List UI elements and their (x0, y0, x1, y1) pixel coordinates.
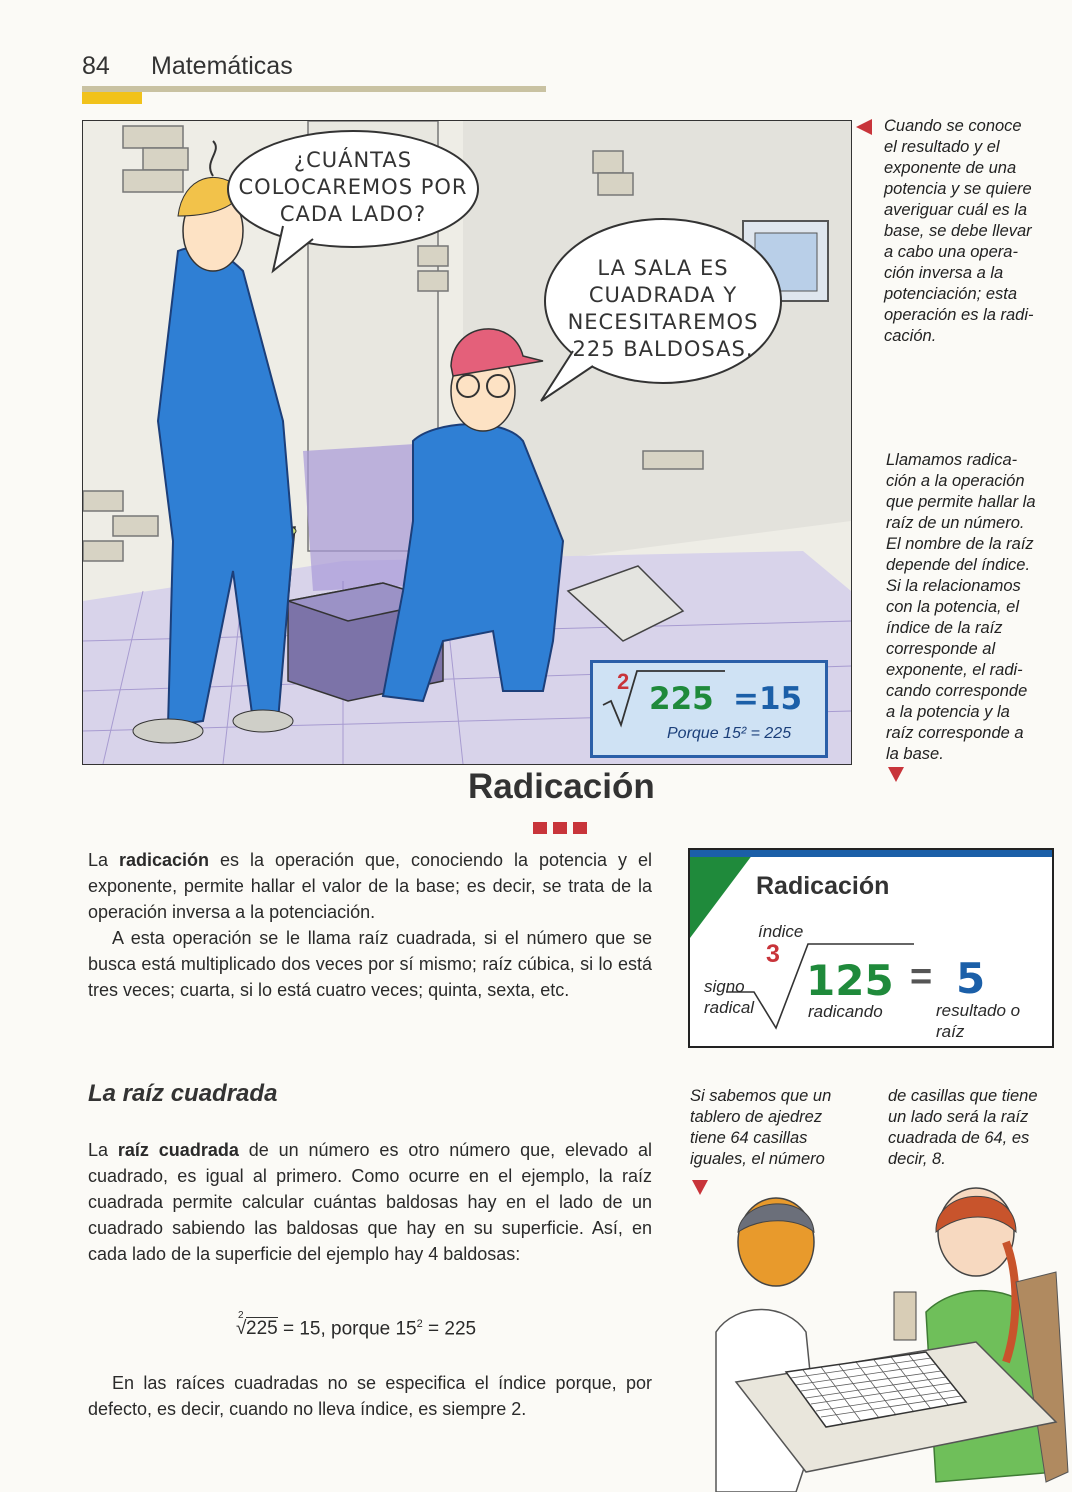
sidenote-line: operación es la radi- (884, 306, 1034, 324)
text-run: es la operación que, conociendo la potencia y el exponente, permite hallar el valor de la base; es decir, se trata de la operación inversa a la potenciación. (88, 850, 652, 922)
box-result: 5 (956, 954, 986, 1003)
sidenote-definition (886, 450, 1066, 765)
radical-sign-icon: √ (236, 1318, 247, 1340)
sidenote-line: cuadrada de 64, es (888, 1129, 1030, 1147)
sidenote-line: Si la relacionamos (886, 577, 1021, 595)
chess-players-illustration (676, 1172, 1072, 1492)
sidenote-line: Si sabemos que un (690, 1087, 832, 1105)
speech-bubble-boy (553, 255, 773, 363)
label-line: signo (704, 977, 745, 996)
sidenote-line: exponente, el radi- (886, 661, 1023, 679)
sidenote-line: iguales, el número (690, 1150, 825, 1168)
ornament-square (553, 822, 567, 834)
label-radicando: radicando (808, 1002, 883, 1021)
bubble-line: LA SALA ES (597, 256, 729, 280)
sidenote-line: base, se debe llevar (884, 222, 1032, 240)
sidenote-line: la base. (886, 745, 944, 763)
formula-result: =15 (733, 681, 803, 717)
sidenote-line: potencia y se quiere (884, 180, 1032, 198)
sidenote-line: Llamamos radica- (886, 451, 1018, 469)
sidenote-line: El nombre de la raíz (886, 535, 1034, 553)
ornament-square (533, 822, 547, 834)
bubble-line: 225 BALDOSAS. (572, 337, 754, 361)
label-indice: índice (758, 922, 804, 941)
inline-end: = 225 (422, 1318, 477, 1340)
sidenote-line: a cabo una opera- (884, 243, 1018, 261)
bubble-line: CUADRADA Y (588, 283, 738, 307)
sidenote-line: el resultado y el (884, 138, 1000, 156)
sidenote-line: averiguar cuál es la (884, 201, 1028, 219)
box-equals: = (910, 956, 933, 998)
label-line: radical (704, 998, 755, 1017)
box-corner-decoration (690, 850, 756, 938)
pointer-down-icon (888, 767, 904, 782)
default-index-paragraph: En las raíces cuadradas no se especifica el índice porque, por defecto, es decir, cuando no lleva índice, es siempre 2. (88, 1373, 652, 1419)
sidenote-line: tiene 64 casillas (690, 1129, 808, 1147)
sidenote-line: Cuando se conoce (884, 117, 1022, 135)
sidenote-line: ción inversa a la (884, 264, 1004, 282)
text-run: La (88, 1140, 118, 1160)
label-line: raíz (936, 1022, 965, 1041)
label-line: resultado o (936, 1001, 1021, 1020)
sidenote-line: cando corresponde (886, 682, 1028, 700)
section-title: Radicación (468, 767, 655, 806)
sidenote-line: decir, 8. (888, 1150, 946, 1168)
radical-expression (236, 1310, 278, 1340)
sidenote-line: de casillas que tiene (888, 1087, 1038, 1105)
header-rule (82, 86, 546, 92)
sidenote-line: ción a la operación (886, 472, 1025, 490)
sidenote-line: que permite hallar la (886, 493, 1036, 511)
sidenote-line: índice de la raíz (886, 619, 1003, 637)
inline-radicand: 225 (246, 1318, 278, 1340)
sidenote-line: exponente de una (884, 159, 1017, 177)
sidenote-line: raíz corresponde a (886, 724, 1024, 742)
bubble-line: ¿CUÁNTAS (293, 148, 413, 172)
inline-result: = 15, porque 15 (277, 1318, 417, 1340)
subject-title: Matemáticas (151, 52, 293, 80)
radication-box (688, 848, 1054, 1048)
pointer-left-icon (856, 119, 872, 135)
bubble-line: NECESITAREMOS (567, 310, 759, 334)
sidenote-line: tablero de ajedrez (690, 1108, 823, 1126)
key-term: radicación (119, 850, 210, 870)
sidenote-line: cación. (884, 327, 937, 345)
label-resultado-raiz (936, 1000, 1020, 1042)
comic-formula-box (590, 660, 828, 758)
inline-exponent: 2 (416, 1318, 423, 1330)
formula-caption: Porque 15² = 225 (667, 725, 792, 742)
chess-note-left (690, 1086, 860, 1170)
speech-bubble-girl (233, 147, 473, 228)
formula-radicand: 225 (649, 681, 714, 717)
sidenote-line: potenciación; esta (884, 285, 1018, 303)
chess-note-right (888, 1086, 1068, 1170)
box-radicand: 125 (806, 956, 894, 1005)
sidenote-inverse-operation (884, 116, 1064, 347)
inline-index: 2 (238, 1310, 244, 1322)
header-accent-bar (82, 92, 142, 104)
formula-index: 2 (617, 669, 630, 694)
sidenote-line: a la potencia y la (886, 703, 1010, 721)
sidenote-line: depende del índice. (886, 556, 1031, 574)
bubble-line: CADA LADO? (279, 202, 427, 226)
box-top-bar (690, 850, 1052, 857)
inline-formula (236, 1310, 477, 1340)
key-term: raíz cuadrada (117, 1140, 239, 1160)
label-signo-radical (704, 976, 754, 1018)
intro-paragraph-1 (88, 847, 652, 925)
title-ornament (533, 822, 587, 834)
text-run: La (88, 850, 119, 870)
box-title: Radicación (756, 872, 890, 900)
page-number: 84 (82, 52, 110, 80)
ornament-square (573, 822, 587, 834)
bubble-line: COLOCAREMOS POR (238, 175, 468, 199)
text-run: de un número es otro número que, elevado al cuadrado, es igual al primero. Como ocurre en el ejemplo, la raíz cuadrada permite calcular cuántas baldosas hay en el lado de un cuadrado sabiendo las baldosas que hay en su superficie. Así, en cada lado de la superficie del ejemplo hay 4 baldosas: (88, 1140, 652, 1264)
subsection-title: La raíz cuadrada (88, 1080, 278, 1107)
sidenote-line: con la potencia, el (886, 598, 1020, 616)
sidenote-line: un lado será la raíz (888, 1108, 1029, 1126)
intro-paragraph-2: A esta operación se le llama raíz cuadrada, si el número que se busca está multiplicado dos veces por sí mismo; raíz cúbica, si lo está tres veces; cuarta, si lo está cuatro veces; quinta, sexta, etc. (88, 928, 652, 1000)
square-root-paragraph (88, 1137, 652, 1267)
sidenote-line: corresponde al (886, 640, 996, 658)
sidenote-line: raíz de un número. (886, 514, 1025, 532)
box-index: 3 (766, 940, 780, 968)
